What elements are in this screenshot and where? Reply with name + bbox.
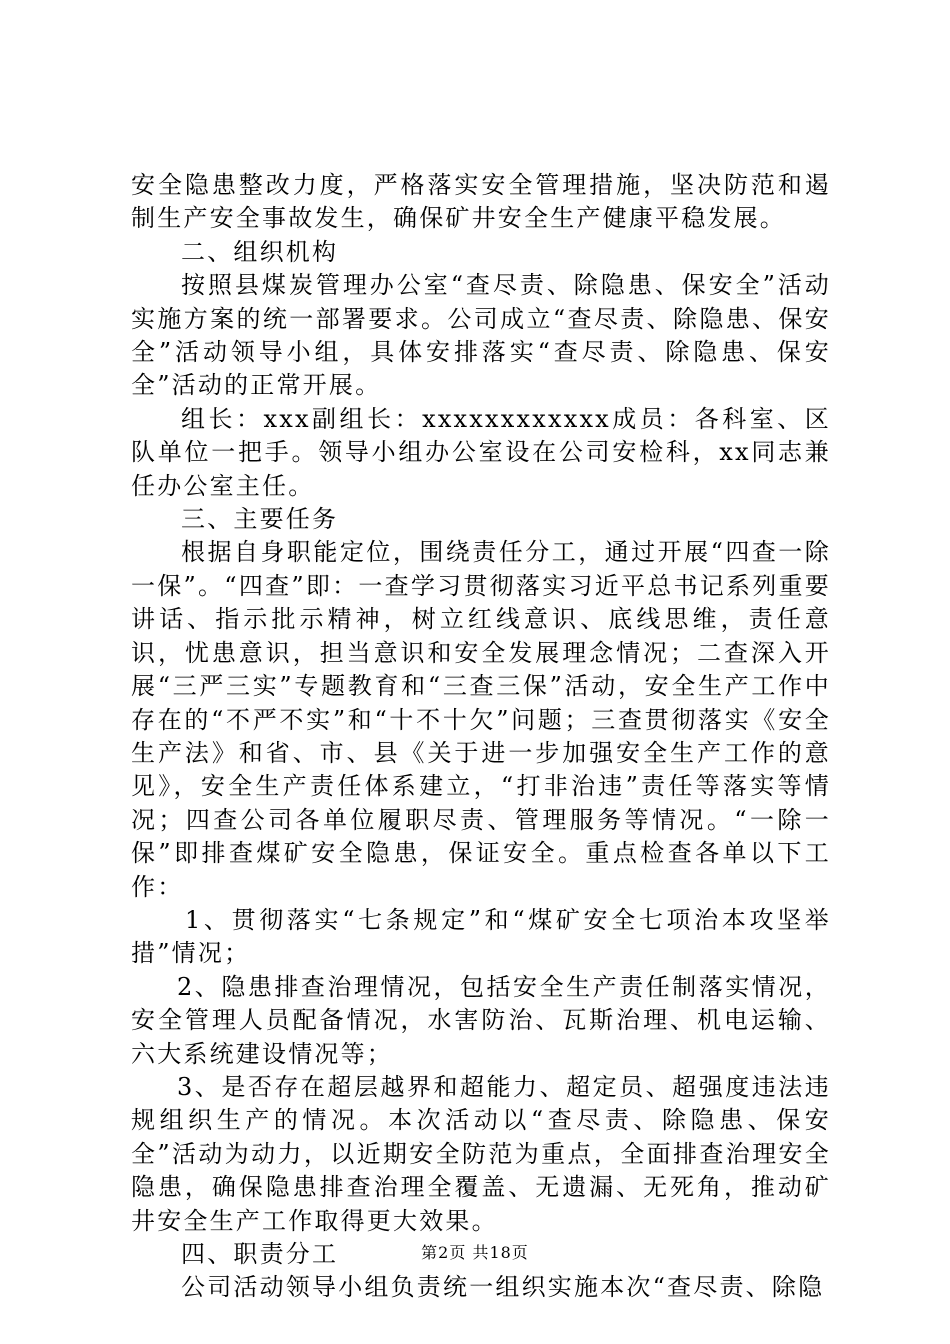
section-heading-duties: 四、职责分工 — [181, 1240, 339, 1268]
paragraph-organization: 按照县煤炭管理办公室“查尽责、除隐患、保安全”活动实施方案的统一部署要求。公司成立“查尽责、除隐患、保安全”活动领导小组，具体安排落实“查尽责、除隐患、保安全”活动的正常开展。 — [131, 271, 831, 400]
page-footer: 第2页 共18页 — [421, 1243, 529, 1262]
list-item-3: 3、是否存在超层越界和超能力、超定员、超强度违法违规组织生产的情况。本次活动以“查尽责、除隐患、保安全”活动为动力，以近期安全防范为重点，全面排查治理安全隐患，确保隐患排查治理全覆盖、无遗漏、无死角，推动矿井安全生产工作取得更大效果。 — [131, 1072, 831, 1235]
list-item-1: 1、贯彻落实“七条规定”和“煤矿安全七项治本攻坚举措”情况； — [131, 905, 831, 968]
paragraph-duties: 公司活动领导小组负责统一组织实施本次“查尽责、除隐 — [181, 1273, 825, 1302]
section-heading-organization: 二、组织机构 — [181, 237, 339, 266]
paragraph-continuation: 安全隐患整改力度，严格落实安全管理措施，坚决防范和遏制生产安全事故发生，确保矿井安全生产健康平稳发展。 — [131, 171, 831, 233]
paragraph-tasks: 根据自身职能定位，围绕责任分工，通过开展“四查一除一保”。“四查”即：一查学习贯彻落实习近平总书记系列重要讲话、指示批示精神，树立红线意识、底线思维，责任意识，忧患意识，担当意识和安全发展理念情况；二查深入开展“三严三实”专题教育和“三查三保”活动，安全生产工作中存在的“不严不实”和“十不十欠”问题；三查贯彻落实《安全生产法》和省、市、县《关于进一步加强安全生产工作的意见》，安全生产责任体系建立，“打非治违”责任等落实等情况；四查公司各单位履职尽责、管理服务等情况。“一除一保”即排查煤矿安全隐患，保证安全。重点检查各单以下工作： — [131, 538, 831, 901]
document-body — [131, 169, 831, 1305]
section-heading-tasks: 三、主要任务 — [181, 505, 339, 534]
list-item-2: 2、隐患排查治理情况，包括安全生产责任制落实情况，安全管理人员配备情况，水害防治、瓦斯治理、机电运输、六大系统建设情况等； — [131, 972, 831, 1068]
paragraph-members: 组长：xxx副组长：xxxxxxxxxxxx成员：各科室、区队单位一把手。领导小组办公室设在公司安检科，xx同志兼任办公室主任。 — [131, 404, 831, 500]
